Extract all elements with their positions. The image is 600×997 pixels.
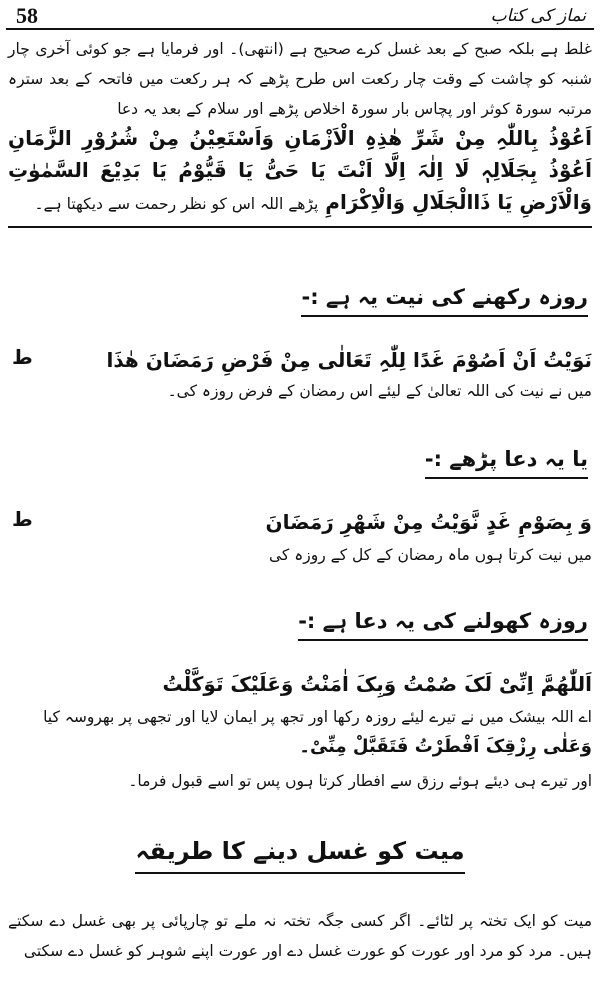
dua-tail: پڑھے اللہ اس کو نظر رحمت سے دیکھتا ہے۔ [34,195,319,213]
heading-text: یا یہ دعا پڑھے :- [425,444,588,479]
heading-text: میت کو غسل دینے کا طریقہ [135,834,464,874]
dua-arabic-block [8,122,592,219]
iftar-dua-arabic-2 [8,732,592,762]
section-heading-ghusl [0,834,600,874]
iftar-translation-1 [8,702,592,732]
dua-arabic: اَعُوْذُ بِاللّٰہِ مِنْ شَرِّ ھٰذِہِ الْاَزْمَانِ وَاَسْتَعِیْنُ مِنْ شُرُوْرِ الزَّمَانِ اَعُوْذُ بِجَلَالِہٖ لَا اِلٰہَ اِلَّا اَنْتَ یَا حَیُّ یَا قَیُّوْمُ یَا بَدِیْعَ السَّمٰوٰتِ وَالْاَرْضِ یَا ذَاالْجَلَالِ وَالْاِکْرَامِ [8,126,592,214]
taa-mark: ط [12,345,33,369]
section-divider [8,226,592,228]
alt-dua-translation-text: میں نیت کرتا ہوں ماہ رمضان کے کل کے روزہ کی [268,546,592,564]
taa-mark: ط [12,507,33,531]
iftar-translation-2 [8,766,592,796]
alt-dua-arabic [32,506,592,538]
iftar-dua-arabic-1 [8,668,592,700]
ghusl-paragraph [8,906,592,966]
section-heading-niyyah [301,282,588,317]
heading-text: روزہ کھولنے کی یہ دعا ہے :- [298,606,588,641]
iftar-arabic-text: وَعَلٰی رِزْقِکَ اَفْطَرْتُ فَتَقَبَّلْ مِنِّیْ۔ [299,736,592,757]
niyyah-translation [8,376,592,406]
niyyah-arabic-text: نَوَیْتُ اَنْ اَصُوْمَ غَدًا لِلّٰہِ تَعَالٰی مِنْ فَرْضِ رَمَضَانَ ھٰذَا [106,348,592,372]
paragraph-text: غلط ہے بلکہ صبح کے بعد غسل کرے صحیح ہے (انتھی)۔ اور فرمایا ہے جو کوئی آخری چار شنبہ کو چاشت کے وقت چار رکعت اس طرح پڑھے کہ ہر رکعت میں فاتحہ کے بعد سترہ مرتبہ سورۃ کوثر اور پچاس بار سورۃ اخلاص پڑھے اور سلام کے بعد یہ دعا [8,40,592,118]
niyyah-translation-text: میں نے نیت کی اللہ تعالیٰ کے لیئے اس رمضان کے فرض روزہ کی۔ [167,382,592,400]
paragraph-urdu [8,34,592,124]
iftar-translation-text: اے اللہ بیشک میں نے تیرے لیئے روزہ رکھا اور تجھ پر ایمان لایا اور تجھی پر بھروسہ کیا [43,708,592,726]
page-header [6,4,594,30]
heading-text: روزہ رکھنے کی نیت یہ ہے :- [301,282,588,317]
page-number: 58 [16,3,38,28]
alt-dua-translation [8,540,592,570]
section-heading-iftar [298,606,588,641]
niyyah-arabic [32,344,592,376]
ghusl-text: میت کو ایک تختہ پر لٹائے۔ اگر کسی جگہ تختہ نہ ملے تو چارپائی پر بھی غسل دے سکتے ہیں۔ مرد کو مرد اور عورت کو عورت غسل دے اور عورت اپنے شوہر کو غسل دے سکتی [8,912,592,960]
iftar-translation-text: اور تیرے ہی دیئے ہوئے رزق سے افطار کرتا ہوں پس تو اسے قبول فرما۔ [128,772,592,790]
section-heading-alt-dua [425,444,588,479]
running-title: نماز کی کتاب [490,6,586,26]
alt-dua-arabic-text: وَ بِصَوْمِ غَدٍ نَّوَیْتُ مِنْ شَھْرِ رَمَضَانَ [265,510,592,534]
iftar-arabic-text: اَللّٰھُمَّ اِنِّیْ لَکَ صُمْتُ وَبِکَ اٰمَنْتُ وَعَلَیْکَ تَوَکَّلْتُ [162,672,592,696]
